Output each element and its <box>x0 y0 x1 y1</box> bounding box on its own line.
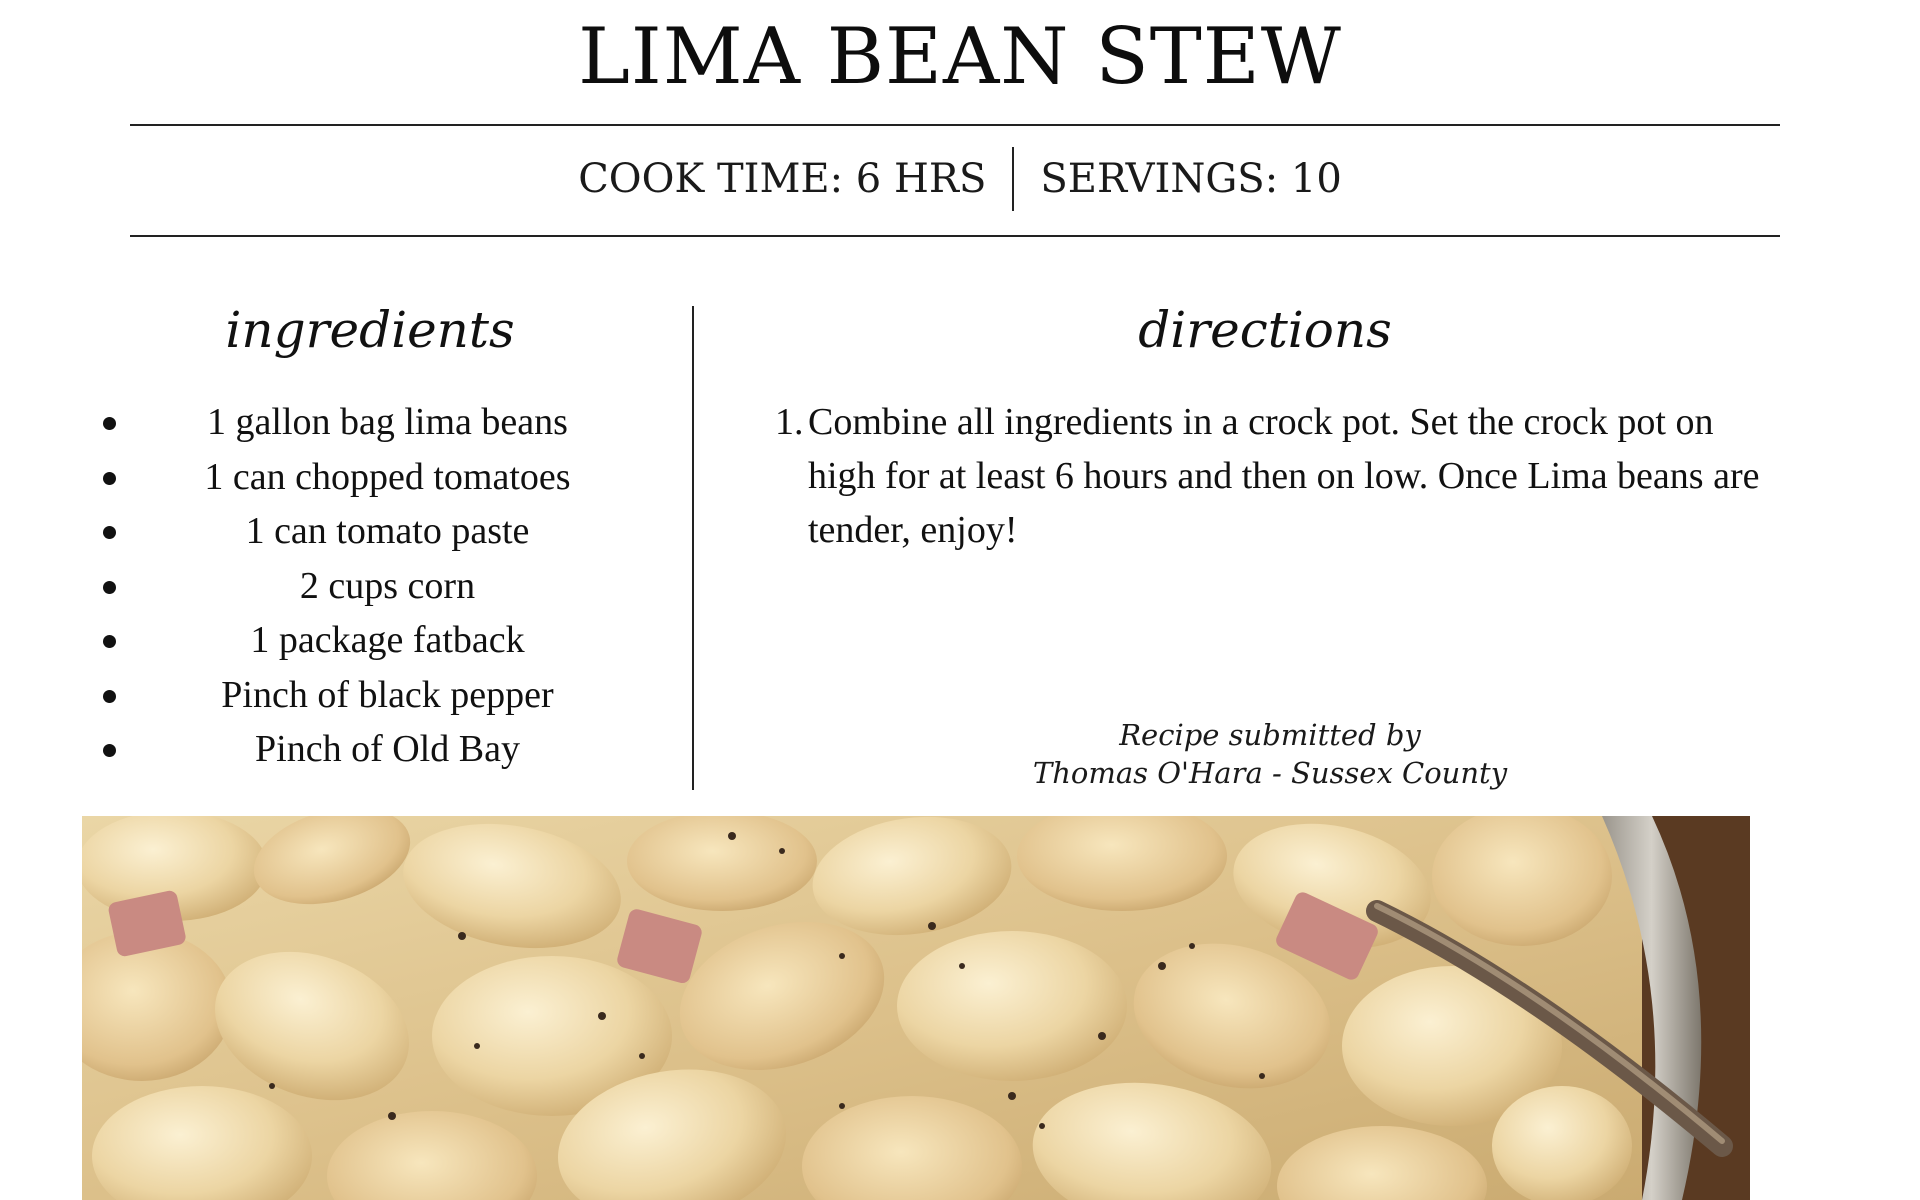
bottom-divider <box>130 235 1780 237</box>
ingredient-item <box>95 559 695 614</box>
recipe-credit <box>880 716 1660 792</box>
directions-heading: directions <box>1138 301 1392 359</box>
credit-author: Thomas O'Hara - Sussex County <box>1032 756 1508 790</box>
ingredient-item <box>95 613 695 668</box>
ingredient-item <box>95 668 695 723</box>
ingredient-text: Pinch of black pepper <box>221 673 554 716</box>
credit-label: Recipe submitted by <box>1119 718 1421 752</box>
recipe-title: LIMA BEAN STEW <box>578 12 1342 102</box>
bullet-icon <box>103 472 116 485</box>
ingredient-item <box>95 395 695 450</box>
ingredient-text: Pinch of Old Bay <box>255 728 520 770</box>
top-divider <box>130 124 1780 126</box>
ingredients-list <box>95 395 695 777</box>
step-number: 1. <box>775 401 804 443</box>
ingredients-heading: ingredients <box>225 301 515 359</box>
servings: SERVINGS: 10 <box>1040 156 1342 202</box>
cook-time: COOK TIME: 6 HRS <box>578 156 987 202</box>
ingredient-text: 1 gallon bag lima beans <box>207 401 568 443</box>
meta-separator <box>1012 147 1014 211</box>
ingredient-item <box>95 450 695 505</box>
ingredient-text: 1 package fatback <box>250 619 525 661</box>
step-text: Combine all ingredients in a crock pot. Set the crock pot on high for at least 6 hours and then on low. Once Lima beans are tender, enjoy! <box>808 401 1760 551</box>
ingredient-item <box>95 504 695 559</box>
directions-list <box>770 395 1790 557</box>
bullet-icon <box>103 417 116 430</box>
bullet-icon <box>103 635 116 648</box>
ingredient-text: 1 can tomato paste <box>245 510 530 552</box>
recipe-meta <box>0 144 1920 214</box>
bullet-icon <box>103 526 116 539</box>
ingredient-item <box>95 722 695 777</box>
bullet-icon <box>103 581 116 594</box>
stew-photo <box>82 816 1750 1200</box>
ingredient-text: 2 cups corn <box>299 564 476 607</box>
bullet-icon <box>103 744 116 757</box>
bullet-icon <box>103 690 116 703</box>
direction-step <box>770 395 1790 557</box>
ingredient-text: 1 can chopped tomatoes <box>204 455 571 498</box>
